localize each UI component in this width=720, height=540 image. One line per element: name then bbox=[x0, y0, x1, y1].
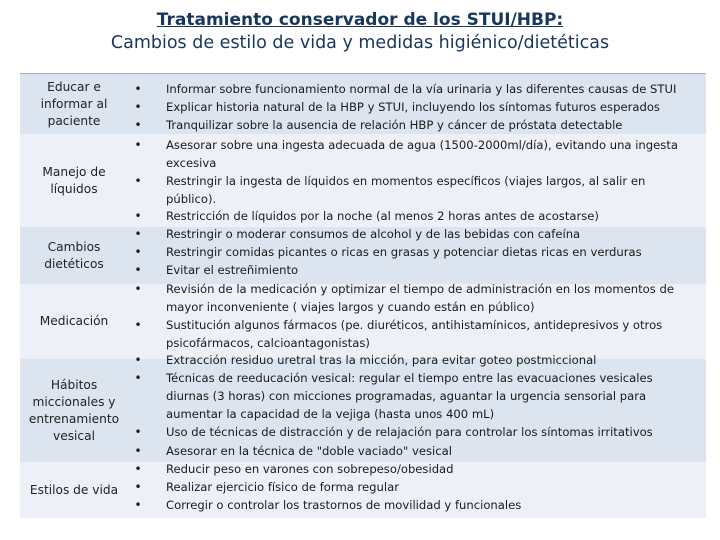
item-line: Técnicas de reeducación vesical: regular el tiempo entre las evacuaciones vesicales bbox=[166, 371, 653, 385]
category-label: Educar e informar al paciente bbox=[40, 79, 108, 128]
bullet-icon: • bbox=[134, 371, 142, 385]
list-item bbox=[166, 136, 706, 172]
bullet-icon: • bbox=[134, 100, 142, 114]
list-item bbox=[166, 80, 706, 98]
item-line: Tranquilizar sobre la ausencia de relación HBP y cáncer de próstata detectable bbox=[166, 118, 623, 132]
list-item bbox=[166, 280, 706, 316]
bullet-icon: • bbox=[134, 480, 142, 494]
list-item bbox=[166, 496, 706, 514]
bullet-icon: • bbox=[134, 444, 142, 458]
category-label: Hábitos miccionales y entrenamiento vesical bbox=[28, 377, 120, 443]
category-label: Cambios dietéticos bbox=[44, 239, 104, 271]
category-label: Estilos de vida bbox=[29, 482, 119, 497]
list-item bbox=[166, 369, 706, 423]
item-line: público). bbox=[166, 192, 217, 206]
item-line: Restringir la ingesta de líquidos en momentos específicos (viajes largos, al salir en bbox=[166, 174, 646, 188]
item-line: Uso de técnicas de distracción y de relajación para controlar los síntomas irritativos bbox=[166, 425, 653, 439]
bullet-icon: • bbox=[134, 82, 142, 96]
list-item bbox=[166, 207, 706, 225]
item-line: excesiva bbox=[166, 156, 217, 170]
bullet-icon: • bbox=[134, 318, 142, 332]
bullet-icon: • bbox=[134, 462, 142, 476]
list-item bbox=[166, 423, 706, 441]
list-item bbox=[166, 98, 706, 116]
list-item bbox=[166, 442, 706, 460]
item-line: Sustitución algunos fármacos (pe. diuréticos, antihistamínicos, antidepresivos y otros bbox=[166, 318, 663, 332]
item-line: Informar sobre funcionamiento normal de la vía urinaria y las diferentes causas de STUI bbox=[166, 82, 677, 96]
page-title bbox=[0, 9, 720, 55]
list-item bbox=[166, 172, 706, 208]
list-item bbox=[166, 351, 706, 369]
bullet-icon: • bbox=[134, 174, 142, 188]
item-line: mayor inconveniente ( viajes largos y cuando están en público) bbox=[166, 300, 535, 314]
item-line: Asesorar en la técnica de "doble vaciado" vesical bbox=[166, 444, 452, 458]
item-line: Realizar ejercicio físico de forma regular bbox=[166, 480, 399, 494]
bullet-icon: • bbox=[134, 209, 142, 223]
measures-table bbox=[20, 73, 706, 517]
item-line: Extracción residuo uretral tras la micción, para evitar goteo postmiccional bbox=[166, 353, 597, 367]
bullet-icon: • bbox=[134, 138, 142, 152]
bullet-icon: • bbox=[134, 425, 142, 439]
item-line: Evitar el estreñimiento bbox=[166, 263, 299, 277]
item-line: Restringir o moderar consumos de alcohol y de las bebidas con cafeína bbox=[166, 227, 581, 241]
item-line: aumentar la capacidad de la vejiga (hasta unos 400 mL) bbox=[166, 407, 495, 421]
title-line-2: Cambios de estilo de vida y medidas higiénico/dietéticas bbox=[110, 33, 610, 53]
item-line: psicofármacos, calcioantagonistas) bbox=[166, 336, 370, 350]
item-line: diurnas (3 horas) con micciones programadas, aguantar la urgencia sensorial para bbox=[166, 389, 647, 403]
item-line: Corregir o controlar los trastornos de movilidad y funcionales bbox=[166, 498, 522, 512]
title-line-1: Tratamiento conservador de los STUI/HBP: bbox=[156, 10, 564, 30]
list-item bbox=[166, 261, 706, 279]
list-item bbox=[166, 460, 706, 478]
item-line: Asesorar sobre una ingesta adecuada de agua (1500-2000ml/día), evitando una ingesta bbox=[166, 138, 678, 152]
category-label: Manejo de líquidos bbox=[42, 164, 106, 196]
item-line: Explicar historia natural de la HBP y STUI, incluyendo los síntomas futuros esperados bbox=[166, 100, 660, 114]
bullet-icon: • bbox=[134, 245, 142, 259]
item-line: Restricción de líquidos por la noche (al menos 2 horas antes de acostarse) bbox=[166, 209, 599, 223]
list-item bbox=[166, 316, 706, 352]
bullet-icon: • bbox=[134, 118, 142, 132]
list-item bbox=[166, 225, 706, 243]
item-line: Restringir comidas picantes o ricas en grasas y potenciar dietas ricas en verduras bbox=[166, 245, 642, 259]
category-label: Medicación bbox=[39, 314, 109, 328]
item-line: Reducir peso en varones con sobrepeso/obesidad bbox=[166, 462, 454, 476]
list-item bbox=[166, 243, 706, 261]
item-line: Revisión de la medicación y optimizar el tiempo de administración en los momentos de bbox=[166, 282, 674, 296]
bullet-icon: • bbox=[134, 227, 142, 241]
bullet-icon: • bbox=[134, 498, 142, 512]
bullet-icon: • bbox=[134, 353, 142, 367]
bullet-icon: • bbox=[134, 263, 142, 277]
bullet-icon: • bbox=[134, 282, 142, 296]
list-item bbox=[166, 116, 706, 134]
list-item bbox=[166, 478, 706, 496]
